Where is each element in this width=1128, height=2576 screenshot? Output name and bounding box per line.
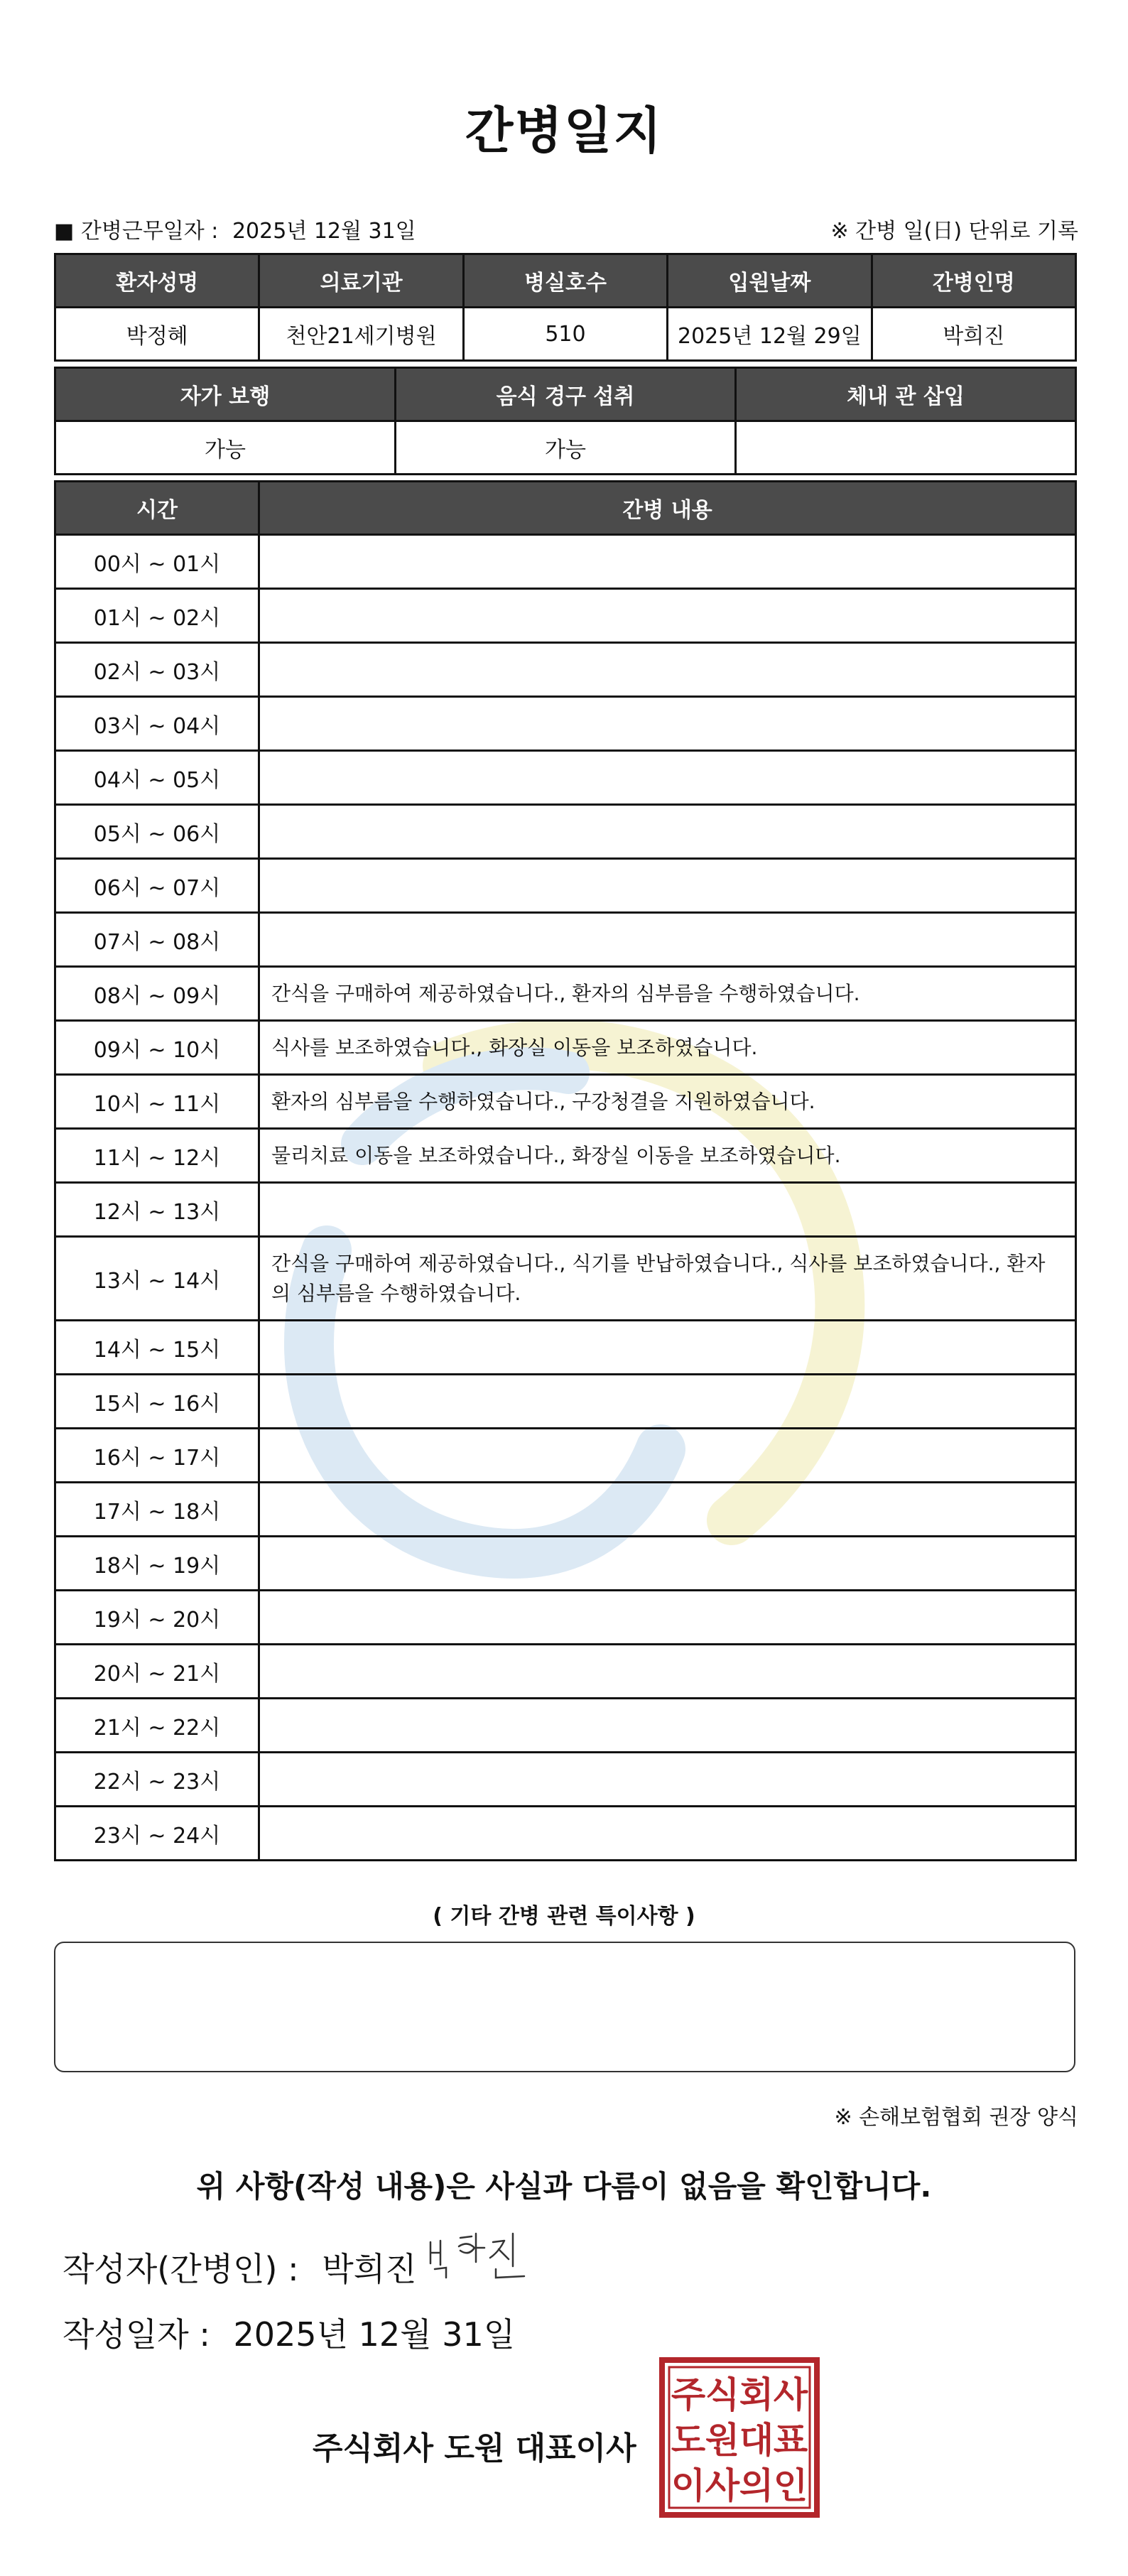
header-patient-name: 환자성명 bbox=[55, 254, 259, 308]
table-row bbox=[55, 697, 1076, 751]
table-row bbox=[55, 1699, 1076, 1753]
content-cell: 물리치료 이동을 보조하였습니다., 화장실 이동을 보조하였습니다. bbox=[259, 1129, 1076, 1183]
form-note: ※ 손해보험협회 권장 양식 bbox=[834, 2105, 1078, 2130]
content-cell bbox=[259, 1807, 1076, 1861]
table-row bbox=[55, 859, 1076, 913]
company-name: 주식회사 도원 대표이사 bbox=[313, 2430, 636, 2467]
time-cell: 02시 ~ 03시 bbox=[55, 643, 259, 697]
content-cell bbox=[259, 1537, 1076, 1591]
content-cell bbox=[259, 1429, 1076, 1483]
svg-text:주: 주 bbox=[671, 2374, 706, 2415]
content-cell bbox=[259, 1375, 1076, 1429]
time-cell: 05시 ~ 06시 bbox=[55, 805, 259, 859]
header-hospital: 의료기관 bbox=[259, 254, 463, 308]
page-title: 간병일지 bbox=[465, 102, 663, 160]
work-date-label: ■ 간병근무일자 : bbox=[54, 219, 219, 244]
time-cell: 04시 ~ 05시 bbox=[55, 751, 259, 805]
table-row bbox=[55, 1183, 1076, 1237]
table-row bbox=[55, 751, 1076, 805]
table-row bbox=[55, 1129, 1076, 1183]
time-cell: 10시 ~ 11시 bbox=[55, 1075, 259, 1129]
time-cell: 14시 ~ 15시 bbox=[55, 1321, 259, 1375]
table-row bbox=[55, 1537, 1076, 1591]
content-cell bbox=[259, 697, 1076, 751]
content-cell bbox=[259, 643, 1076, 697]
content-cell bbox=[259, 1483, 1076, 1537]
written-date-value: 2025년 12월 31일 bbox=[233, 2315, 516, 2354]
table-row bbox=[55, 643, 1076, 697]
writer-name: 박희진 bbox=[322, 2250, 417, 2288]
content-cell bbox=[259, 1699, 1076, 1753]
content-cell: 간식을 구매하여 제공하였습니다., 식기를 반납하였습니다., 식사를 보조하였습니다., 환자의 심부름을 수행하였습니다. bbox=[259, 1237, 1076, 1321]
table-row bbox=[55, 1375, 1076, 1429]
patient-status-table bbox=[54, 367, 1077, 475]
svg-text:원: 원 bbox=[705, 2420, 740, 2461]
walking-status: 가능 bbox=[55, 421, 396, 475]
header-time: 시간 bbox=[55, 482, 259, 535]
table-row bbox=[55, 1753, 1076, 1807]
writer-row bbox=[63, 2244, 417, 2290]
work-date bbox=[54, 213, 416, 244]
svg-text:식: 식 bbox=[705, 2374, 740, 2415]
time-cell: 17시 ~ 18시 bbox=[55, 1483, 259, 1537]
time-cell: 15시 ~ 16시 bbox=[55, 1375, 259, 1429]
work-date-value: 2025년 12월 31일 bbox=[232, 219, 416, 244]
header-tube: 체내 관 삽입 bbox=[736, 368, 1076, 421]
svg-text:표: 표 bbox=[773, 2420, 808, 2461]
patient-name: 박정혜 bbox=[55, 308, 259, 361]
table-row bbox=[55, 589, 1076, 643]
patient-info-table bbox=[54, 253, 1077, 362]
content-cell bbox=[259, 913, 1076, 967]
content-cell bbox=[259, 535, 1076, 589]
time-cell: 03시 ~ 04시 bbox=[55, 697, 259, 751]
time-cell: 09시 ~ 10시 bbox=[55, 1021, 259, 1075]
content-cell bbox=[259, 805, 1076, 859]
caregiver-name: 박희진 bbox=[872, 308, 1075, 361]
header-walking: 자가 보행 bbox=[55, 368, 396, 421]
header-admission-date: 입원날짜 bbox=[668, 254, 872, 308]
time-cell: 21시 ~ 22시 bbox=[55, 1699, 259, 1753]
table-row bbox=[55, 1075, 1076, 1129]
table-row bbox=[55, 1483, 1076, 1537]
room-number: 510 bbox=[463, 308, 667, 361]
time-cell: 11시 ~ 12시 bbox=[55, 1129, 259, 1183]
header-care-content: 간병 내용 bbox=[259, 482, 1076, 535]
svg-text:인: 인 bbox=[773, 2465, 808, 2506]
table-row bbox=[55, 967, 1076, 1021]
content-cell bbox=[259, 751, 1076, 805]
header-caregiver-name: 간병인명 bbox=[872, 254, 1075, 308]
table-row bbox=[55, 1591, 1076, 1645]
unit-note: ※ 간병 일(日) 단위로 기록 bbox=[830, 219, 1078, 244]
time-cell: 20시 ~ 21시 bbox=[55, 1645, 259, 1699]
time-cell: 13시 ~ 14시 bbox=[55, 1237, 259, 1321]
time-cell: 12시 ~ 13시 bbox=[55, 1183, 259, 1237]
table-row bbox=[55, 1321, 1076, 1375]
content-cell bbox=[259, 1591, 1076, 1645]
time-cell: 23시 ~ 24시 bbox=[55, 1807, 259, 1861]
table-row bbox=[55, 1429, 1076, 1483]
content-cell bbox=[259, 859, 1076, 913]
svg-text:이: 이 bbox=[671, 2465, 706, 2506]
header-oral-intake: 음식 경구 섭취 bbox=[396, 368, 736, 421]
svg-text:사: 사 bbox=[705, 2465, 740, 2506]
special-notes-box bbox=[54, 1942, 1075, 2072]
content-cell bbox=[259, 589, 1076, 643]
content-cell: 간식을 구매하여 제공하였습니다., 환자의 심부름을 수행하였습니다. bbox=[259, 967, 1076, 1021]
oral-intake-status: 가능 bbox=[396, 421, 736, 475]
admission-date: 2025년 12월 29일 bbox=[668, 308, 872, 361]
time-cell: 19시 ~ 20시 bbox=[55, 1591, 259, 1645]
content-cell bbox=[259, 1183, 1076, 1237]
svg-text:회: 회 bbox=[739, 2374, 774, 2415]
content-cell bbox=[259, 1645, 1076, 1699]
written-date-row bbox=[63, 2309, 515, 2356]
time-cell: 01시 ~ 02시 bbox=[55, 589, 259, 643]
tube-status bbox=[736, 421, 1076, 475]
time-cell: 16시 ~ 17시 bbox=[55, 1429, 259, 1483]
table-row bbox=[55, 913, 1076, 967]
care-log-table bbox=[54, 480, 1077, 1861]
company-seal-icon bbox=[659, 2357, 820, 2518]
time-cell: 07시 ~ 08시 bbox=[55, 913, 259, 967]
svg-text:도: 도 bbox=[671, 2420, 706, 2461]
svg-text:대: 대 bbox=[739, 2420, 774, 2461]
table-row bbox=[55, 1807, 1076, 1861]
writer-label: 작성자(간병인) : bbox=[63, 2250, 299, 2288]
table-row bbox=[55, 535, 1076, 589]
svg-text:의: 의 bbox=[739, 2465, 774, 2506]
hospital-name: 천안21세기병원 bbox=[259, 308, 463, 361]
time-cell: 18시 ~ 19시 bbox=[55, 1537, 259, 1591]
confirmation-statement: 위 사항(작성 내용)은 사실과 다름이 없음을 확인합니다. bbox=[196, 2169, 932, 2204]
table-row bbox=[55, 805, 1076, 859]
content-cell bbox=[259, 1321, 1076, 1375]
time-cell: 08시 ~ 09시 bbox=[55, 967, 259, 1021]
handwritten-signature bbox=[425, 2228, 546, 2285]
time-cell: 06시 ~ 07시 bbox=[55, 859, 259, 913]
table-row bbox=[55, 1645, 1076, 1699]
special-notes-title: ( 기타 간병 관련 특이사항 ) bbox=[433, 1904, 695, 1929]
header-room: 병실호수 bbox=[463, 254, 667, 308]
written-date-label: 작성일자 : bbox=[63, 2315, 210, 2354]
svg-text:사: 사 bbox=[773, 2374, 808, 2415]
table-row bbox=[55, 1021, 1076, 1075]
content-cell: 식사를 보조하였습니다., 화장실 이동을 보조하였습니다. bbox=[259, 1021, 1076, 1075]
content-cell bbox=[259, 1753, 1076, 1807]
time-cell: 22시 ~ 23시 bbox=[55, 1753, 259, 1807]
table-row bbox=[55, 1237, 1076, 1321]
time-cell: 00시 ~ 01시 bbox=[55, 535, 259, 589]
content-cell: 환자의 심부름을 수행하였습니다., 구강청결을 지원하였습니다. bbox=[259, 1075, 1076, 1129]
